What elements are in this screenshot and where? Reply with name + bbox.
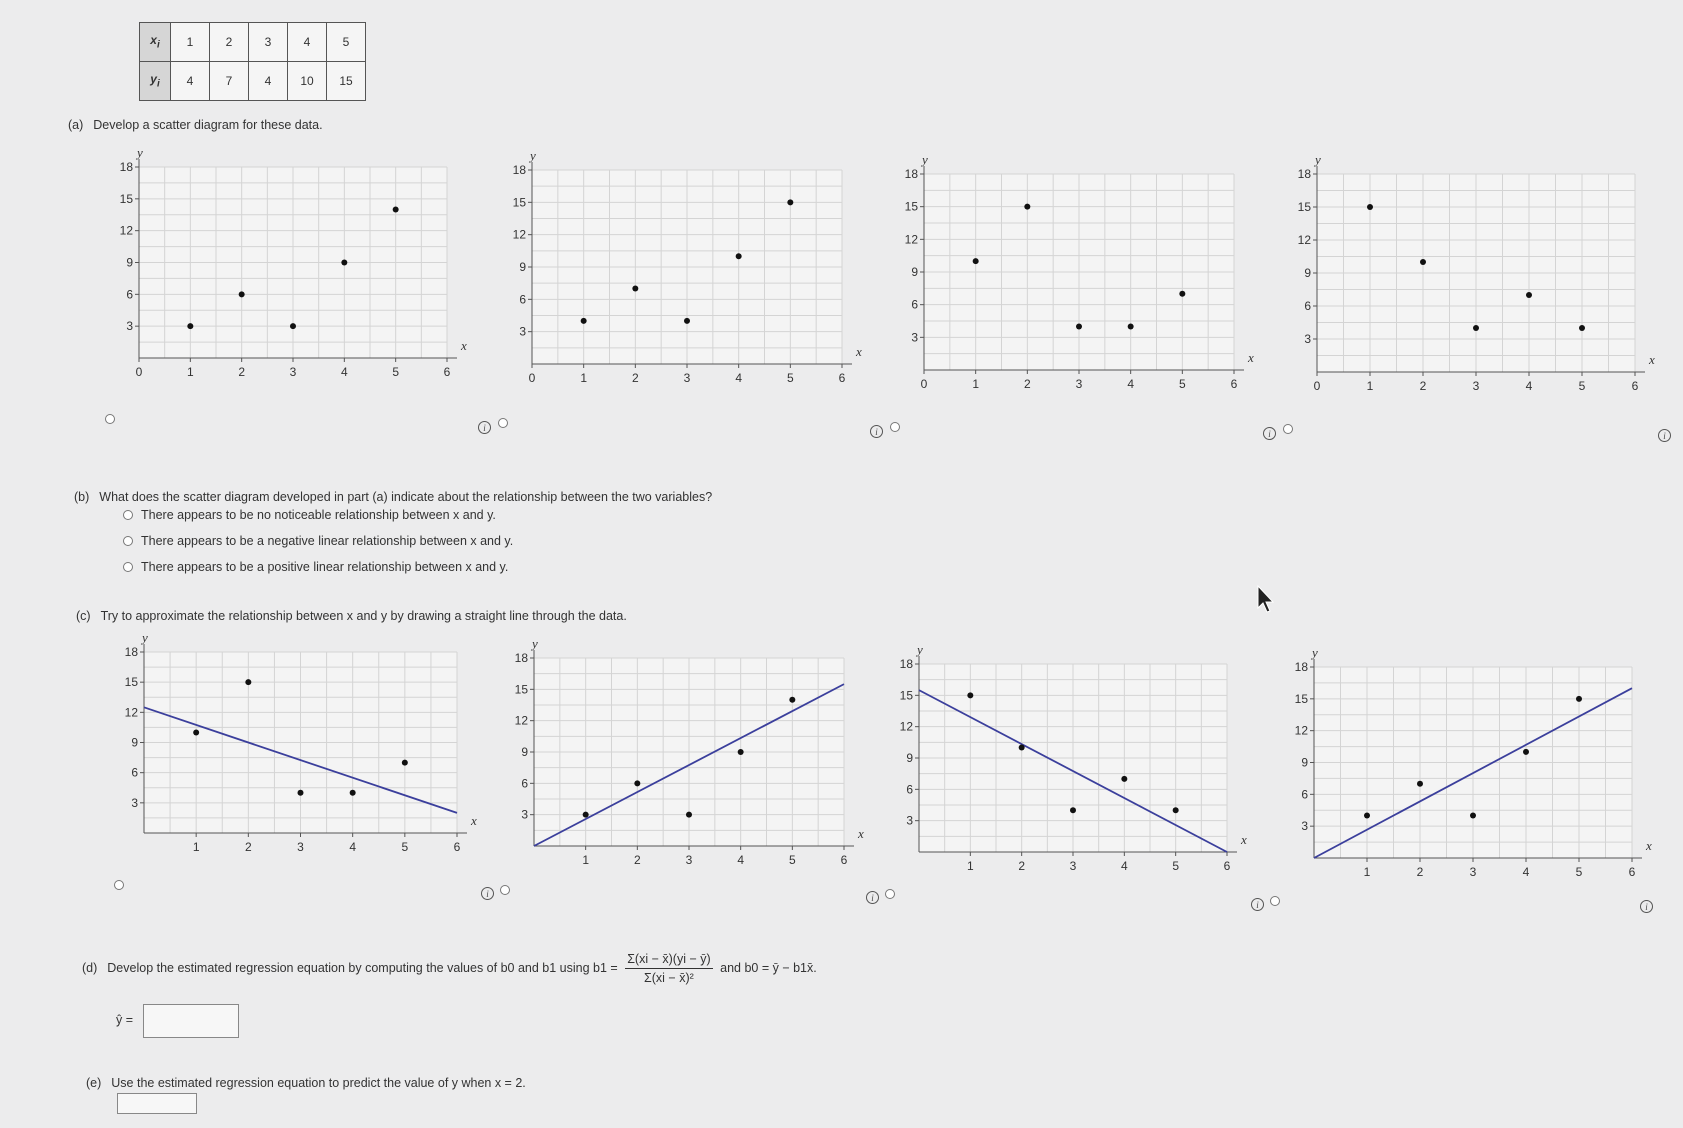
x-tick-label: 1 (192, 840, 200, 854)
b0-formula: and b0 = ȳ − b1x̄. (720, 960, 817, 975)
data-point (583, 812, 589, 818)
y-axis-label: y (1315, 152, 1321, 167)
x-tick-label: 2 (633, 853, 641, 867)
data-point (341, 260, 347, 266)
line-chart-c-option-2 (500, 636, 872, 888)
x-header: $x_i$ (140, 23, 171, 62)
x-tick-label: 6 (838, 371, 846, 385)
y-axis-label: y (917, 642, 923, 657)
y-tick-label: 18 (514, 651, 528, 665)
part-b-option-1-label: There appears to be no noticeable relationship between x and y. (141, 508, 496, 522)
x-tick-label: 6 (1230, 377, 1238, 391)
x-axis-label: x (1649, 352, 1655, 367)
y-header: $y_i$ (140, 62, 171, 101)
b1-lhs: b1 = (593, 960, 618, 975)
y-tick-label: 15 (514, 682, 528, 697)
scatter-chart-a-option-1 (105, 145, 475, 400)
x-tick-label: 3 (289, 365, 297, 379)
part-c-option-4-radio[interactable] (1270, 896, 1280, 906)
x-axis-label: x (1248, 350, 1254, 365)
y-tick-label: 9 (519, 260, 526, 274)
regression-equation-input[interactable] (143, 1004, 239, 1038)
data-point (1526, 292, 1532, 298)
y-tick-label: 9 (521, 745, 528, 759)
x-tick-label: 3 (1472, 379, 1480, 393)
data-point (1019, 745, 1025, 751)
yhat-label: ŷ = (116, 1013, 134, 1027)
y-tick-label: 12 (1297, 233, 1311, 247)
x-tick-label: 4 (1525, 379, 1533, 393)
y-tick-label: 6 (519, 292, 526, 307)
part-c-question (76, 609, 627, 623)
x-row (140, 23, 366, 62)
data-point (298, 790, 304, 796)
y-tick-label: 6 (906, 782, 913, 797)
y-tick-label: 15 (1294, 691, 1308, 706)
y-value: 4 (171, 62, 210, 101)
y-row (140, 62, 366, 101)
y-axis-label: y (142, 630, 148, 645)
y-axis-label: y (137, 145, 143, 160)
x-tick-label: 6 (1223, 859, 1231, 873)
data-point (1024, 204, 1030, 210)
x-tick-label: 2 (1416, 865, 1424, 879)
info-icon[interactable]: i (481, 887, 494, 900)
scatter-chart-a-option-3 (890, 152, 1262, 412)
part-c-label: (c) (76, 609, 91, 623)
info-icon[interactable]: i (1640, 900, 1653, 913)
x-axis-label: x (1646, 838, 1652, 853)
y-tick-label: 18 (1294, 660, 1308, 674)
x-tick-label: 4 (349, 840, 357, 854)
data-point (789, 697, 795, 703)
y-tick-label: 15 (124, 675, 138, 690)
part-e-text: Use the estimated regression equation to predict the value of y when x = 2. (111, 1076, 526, 1090)
x-axis-label: x (461, 338, 467, 353)
x-tick-label: 1 (966, 859, 974, 873)
part-b-option-1-radio[interactable] (123, 510, 133, 520)
y-tick-label: 6 (131, 765, 138, 780)
y-tick-label: 9 (131, 735, 138, 750)
x-tick-label: 6 (840, 853, 848, 867)
y-tick-label: 9 (126, 255, 133, 270)
y-axis-label: y (922, 152, 928, 167)
y-tick-label: 12 (899, 719, 913, 734)
data-point (193, 729, 199, 735)
data-point (290, 323, 296, 329)
y-tick-label: 18 (904, 167, 918, 181)
observations-table (139, 22, 366, 101)
x-tick-label: 5 (1575, 865, 1583, 879)
scatter-chart-a-option-4 (1283, 152, 1663, 414)
x-tick-label: 1 (1363, 865, 1371, 879)
part-c-option-2-radio[interactable] (500, 885, 510, 895)
data-point (1076, 323, 1082, 329)
data-point (1576, 696, 1582, 702)
y-tick-label: 3 (126, 319, 133, 334)
part-a-option-1-radio[interactable] (105, 414, 115, 424)
data-point (1364, 813, 1370, 819)
data-point (1417, 781, 1423, 787)
data-point (245, 679, 251, 685)
info-icon[interactable]: i (1658, 429, 1671, 442)
y-axis-label: y (532, 636, 538, 651)
data-point (973, 258, 979, 264)
info-icon[interactable]: i (1251, 898, 1264, 911)
x-tick-label: 3 (1069, 859, 1077, 873)
info-icon[interactable]: i (866, 891, 879, 904)
x-tick-label: 4 (1522, 865, 1530, 879)
x-tick-label: 2 (1419, 379, 1427, 393)
x-tick-label: 3 (1469, 865, 1477, 879)
y-tick-label: 6 (1304, 299, 1311, 313)
part-a-option-2-radio[interactable] (498, 418, 508, 428)
y-tick-label: 3 (1304, 332, 1311, 346)
prediction-input[interactable] (117, 1093, 197, 1114)
data-point (239, 291, 245, 297)
part-b-question (74, 490, 712, 504)
y-tick-label: 12 (124, 705, 138, 720)
part-b-option-3-radio[interactable] (123, 562, 133, 572)
x-tick-label: 6 (1628, 865, 1636, 879)
x-axis-label: x (1241, 832, 1247, 847)
x-tick-label: 5 (392, 365, 400, 379)
y-tick-label: 3 (911, 330, 918, 345)
x-value: 1 (171, 23, 210, 62)
line-chart-c-option-1 (110, 630, 485, 875)
info-icon[interactable]: i (870, 425, 883, 438)
y-tick-label: 6 (126, 287, 133, 302)
part-a-question (68, 118, 323, 132)
b1-denominator: Σ(xi − x̄)² (644, 971, 694, 985)
info-icon[interactable]: i (478, 421, 491, 434)
part-b-option-2-label: There appears to be a negative linear relationship between x and y. (141, 534, 514, 548)
y-tick-label: 3 (1301, 819, 1308, 834)
part-e-question (86, 1076, 526, 1090)
x-tick-label: 3 (297, 840, 304, 854)
data-point (1128, 323, 1134, 329)
x-tick-label: 0 (920, 377, 928, 391)
x-tick-label: 1 (186, 365, 194, 379)
x-tick-label: 0 (528, 371, 536, 385)
y-tick-label: 12 (904, 232, 918, 247)
x-tick-label: 5 (788, 853, 796, 867)
part-b-option-2[interactable] (123, 534, 513, 548)
y-value: 10 (288, 62, 327, 101)
y-tick-label: 9 (1304, 266, 1311, 280)
y-tick-label: 3 (521, 807, 528, 822)
data-point (738, 749, 744, 755)
scatter-chart-a-option-2 (498, 148, 870, 406)
x-tick-label: 5 (786, 371, 794, 385)
part-d-label: (d) (82, 960, 98, 975)
y-tick-label: 3 (519, 324, 526, 339)
data-point (1173, 807, 1179, 813)
y-tick-label: 18 (512, 163, 526, 177)
x-tick-label: 6 (1631, 379, 1639, 393)
part-a-option-3-radio[interactable] (890, 422, 900, 432)
part-c-option-3-radio[interactable] (885, 889, 895, 899)
x-tick-label: 6 (453, 840, 461, 854)
x-tick-label: 3 (1075, 377, 1083, 391)
part-c-option-1-radio[interactable] (114, 880, 124, 890)
y-tick-label: 9 (1301, 755, 1308, 770)
part-d-question (82, 952, 817, 985)
x-tick-label: 4 (735, 371, 743, 385)
data-point (1473, 325, 1479, 331)
y-tick-label: 18 (1297, 167, 1311, 181)
y-tick-label: 3 (131, 795, 138, 810)
y-tick-label: 12 (119, 223, 133, 238)
part-b-option-2-radio[interactable] (123, 536, 133, 546)
data-point (1420, 259, 1426, 265)
x-value: 5 (327, 23, 366, 62)
y-tick-label: 15 (119, 191, 133, 206)
y-tick-label: 12 (1294, 723, 1308, 738)
y-tick-label: 12 (512, 227, 526, 242)
data-point (1367, 204, 1373, 210)
y-tick-label: 18 (119, 160, 133, 174)
y-tick-label: 12 (514, 713, 528, 728)
y-value: 15 (327, 62, 366, 101)
x-value: 4 (288, 23, 327, 62)
y-tick-label: 18 (124, 645, 138, 659)
y-value: 4 (249, 62, 288, 101)
y-tick-label: 18 (899, 657, 913, 671)
x-tick-label: 3 (685, 853, 693, 867)
x-tick-label: 1 (972, 377, 980, 391)
part-a-option-4-radio[interactable] (1283, 424, 1293, 434)
x-tick-label: 0 (1313, 379, 1321, 393)
part-d-text: Develop the estimated regression equation by computing the values of b0 and b1 using (107, 960, 590, 975)
x-tick-label: 1 (582, 853, 590, 867)
part-b-option-1[interactable] (123, 508, 496, 522)
data-point (736, 253, 742, 259)
y-axis-label: y (1312, 645, 1318, 660)
x-tick-label: 4 (1120, 859, 1128, 873)
y-tick-label: 6 (521, 776, 528, 791)
x-axis-label: x (856, 344, 862, 359)
x-tick-label: 2 (1018, 859, 1026, 873)
x-axis-label: x (471, 813, 477, 828)
x-tick-label: 2 (238, 365, 246, 379)
data-point (686, 812, 692, 818)
x-tick-label: 2 (1023, 377, 1031, 391)
part-e-label: (e) (86, 1076, 102, 1090)
data-point (350, 790, 356, 796)
part-b-text: What does the scatter diagram developed in part (a) indicate about the relationship between the two variables? (99, 490, 713, 504)
data-point (1179, 291, 1185, 297)
y-tick-label: 9 (906, 751, 913, 765)
x-tick-label: 4 (1127, 377, 1135, 391)
data-point (787, 199, 793, 205)
y-tick-label: 15 (1297, 200, 1311, 214)
x-tick-label: 1 (580, 371, 588, 385)
x-tick-label: 3 (683, 371, 691, 385)
x-tick-label: 5 (1172, 859, 1180, 873)
data-point (402, 760, 408, 766)
data-point (632, 286, 638, 292)
part-b-label: (b) (74, 490, 90, 504)
data-point (1070, 807, 1076, 813)
x-tick-label: 5 (1178, 377, 1186, 391)
info-icon[interactable]: i (1263, 427, 1276, 440)
data-point (1121, 776, 1127, 782)
y-tick-label: 15 (904, 199, 918, 214)
part-b-option-3[interactable] (123, 560, 508, 574)
x-tick-label: 2 (631, 371, 639, 385)
part-b-option-3-label: There appears to be a positive linear relationship between x and y. (141, 560, 509, 574)
part-c-text: Try to approximate the relationship between x and y by drawing a straight line through the data. (100, 609, 627, 623)
y-tick-label: 15 (512, 195, 526, 210)
part-a-text: Develop a scatter diagram for these data. (93, 118, 323, 132)
x-tick-label: 4 (737, 853, 745, 867)
x-value: 3 (249, 23, 288, 62)
data-point (581, 318, 587, 324)
y-axis-label: y (530, 148, 536, 163)
part-a-label: (a) (68, 118, 84, 132)
mouse-pointer-icon (1256, 584, 1276, 614)
x-tick-label: 5 (401, 840, 409, 854)
b1-formula (625, 952, 712, 985)
y-tick-label: 6 (1301, 787, 1308, 802)
data-point (967, 692, 973, 698)
data-point (684, 318, 690, 324)
b1-numerator: Σ(xi − x̄)(yi − ȳ) (625, 952, 712, 969)
x-value: 2 (210, 23, 249, 62)
x-tick-label: 1 (1366, 379, 1374, 393)
data-point (393, 206, 399, 212)
y-tick-label: 15 (899, 688, 913, 703)
y-value: 7 (210, 62, 249, 101)
y-tick-label: 9 (911, 265, 918, 279)
data-point (1470, 813, 1476, 819)
x-tick-label: 0 (135, 365, 143, 379)
x-tick-label: 4 (340, 365, 348, 379)
x-tick-label: 2 (244, 840, 252, 854)
data-point (187, 323, 193, 329)
y-tick-label: 6 (911, 297, 918, 312)
data-point (634, 780, 640, 786)
data-point (1523, 749, 1529, 755)
x-axis-label: x (858, 826, 864, 841)
y-tick-label: 3 (906, 813, 913, 828)
line-chart-c-option-4 (1280, 645, 1660, 900)
data-point (1579, 325, 1585, 331)
x-tick-label: 6 (443, 365, 451, 379)
x-tick-label: 5 (1578, 379, 1586, 393)
line-chart-c-option-3 (885, 642, 1255, 894)
